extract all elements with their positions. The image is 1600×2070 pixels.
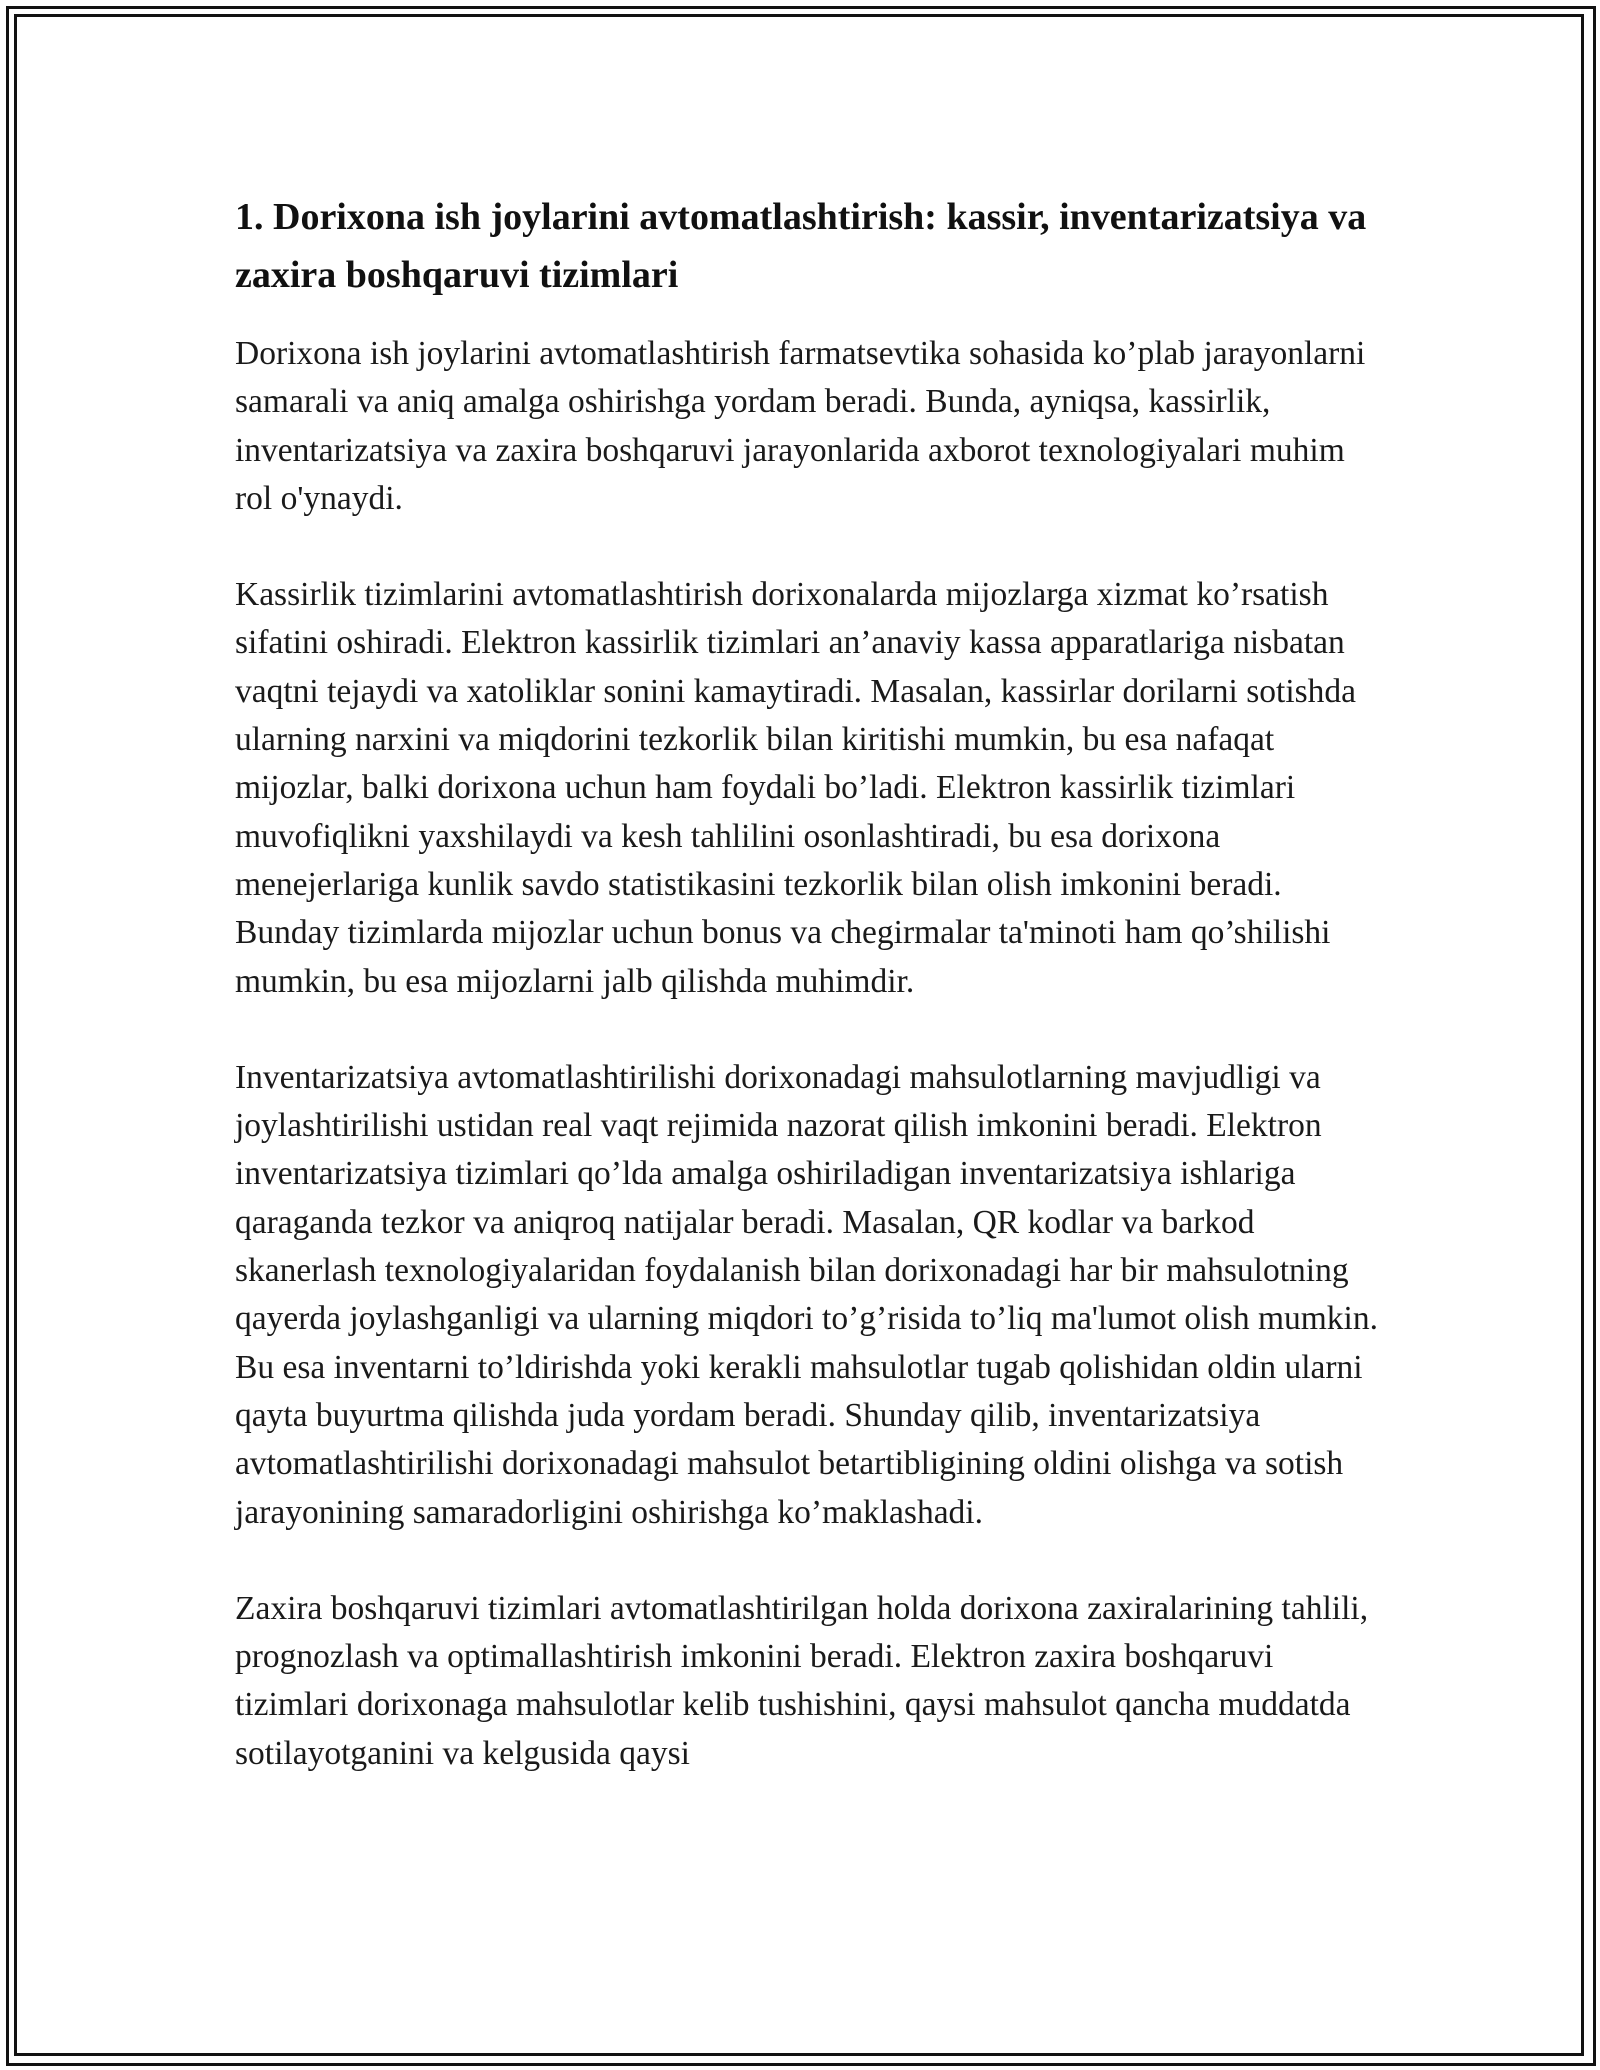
paragraph-intro: Dorixona ish joylarini avtomatlashtirish farmatsevtika sohasida ko’plab jarayonlarni samarali va aniq amalga oshirishga yordam beradi. Bunda, ayniqsa, kassirlik, inventarizatsiya va zaxira boshqaruvi jarayonlarida axborot texnologiyalari muhim rol o'ynaydi. — [235, 335, 1366, 517]
document-body — [235, 188, 1385, 1826]
paragraph-stock: Zaxira boshqaruvi tizimlari avtomatlashtirilgan holda dorixona zaxiralarining tahlili, prognozlash va optimallashtirish imkonini beradi. Elektron zaxira boshqaruvi tizimlari dorixonaga mahsulotlar kelib tushishini, qaysi mahsulot qancha muddatda sotilayotganini va kelgusida qaysi — [235, 1589, 1369, 1772]
paragraph-cashier: Kassirlik tizimlarini avtomatlashtirish dorixonalarda mijozlarga xizmat ko’rsatish sifatini oshiradi. Elektron kassirlik tizimlari an’anaviy kassa apparatlariga nisbatan vaqtni tejaydi va xatoliklar sonini kamaytiradi. Masalan, kassirlar dorilarni sotishda ularning narxini va miqdorini tezkorlik bilan kiritishi mumkin, bu esa nafaqat mijozlar, balki dorixona uchun ham foydali bo’ladi. Elektron kassirlik tizimlari muvofiqlikni yaxshilaydi va kesh tahlilini osonlashtiradi, bu esa dorixona menejerlariga kunlik savdo statistikasini tezkorlik bilan olish imkonini beradi. Bunday tizimlarda mijozlar uchun bonus va chegirmalar ta'minoti ham qo’shilishi mumkin, bu esa mijozlarni jalb qilishda muhimdir. — [235, 576, 1357, 1000]
paragraph-inventory: Inventarizatsiya avtomatlashtirilishi dorixonadagi mahsulotlarning mavjudligi va joylashtirilishi ustidan real vaqt rejimida nazorat qilish imkonini beradi. Elektron inventarizatsiya tizimlari qo’lda amalga oshiriladigan inventarizatsiya ishlariga qaraganda tezkor va aniqroq natijalar beradi. Masalan, QR kodlar va barkod skanerlash texnologiyalaridan foydalanish bilan dorixonadagi har bir mahsulotning qayerda joylashganligi va ularning miqdori to’g’risida to’liq ma'lumot olish mumkin. Bu esa inventarni to’ldirishda yoki kerakli mahsulotlar tugab qolishidan oldin ularni qayta buyurtma qilishda juda yordam beradi. Shunday qilib, inventarizatsiya avtomatlashtirilishi dorixonadagi mahsulot betartibligining oldini olishga va sotish jarayonining samaradorligini oshirishga ko’maklashadi. — [235, 1058, 1378, 1531]
section-heading: 1. Dorixona ish joylarini avtomatlashtirish: kassir, inventarizatsiya va zaxira boshqaruvi tizimlari — [235, 196, 1367, 296]
